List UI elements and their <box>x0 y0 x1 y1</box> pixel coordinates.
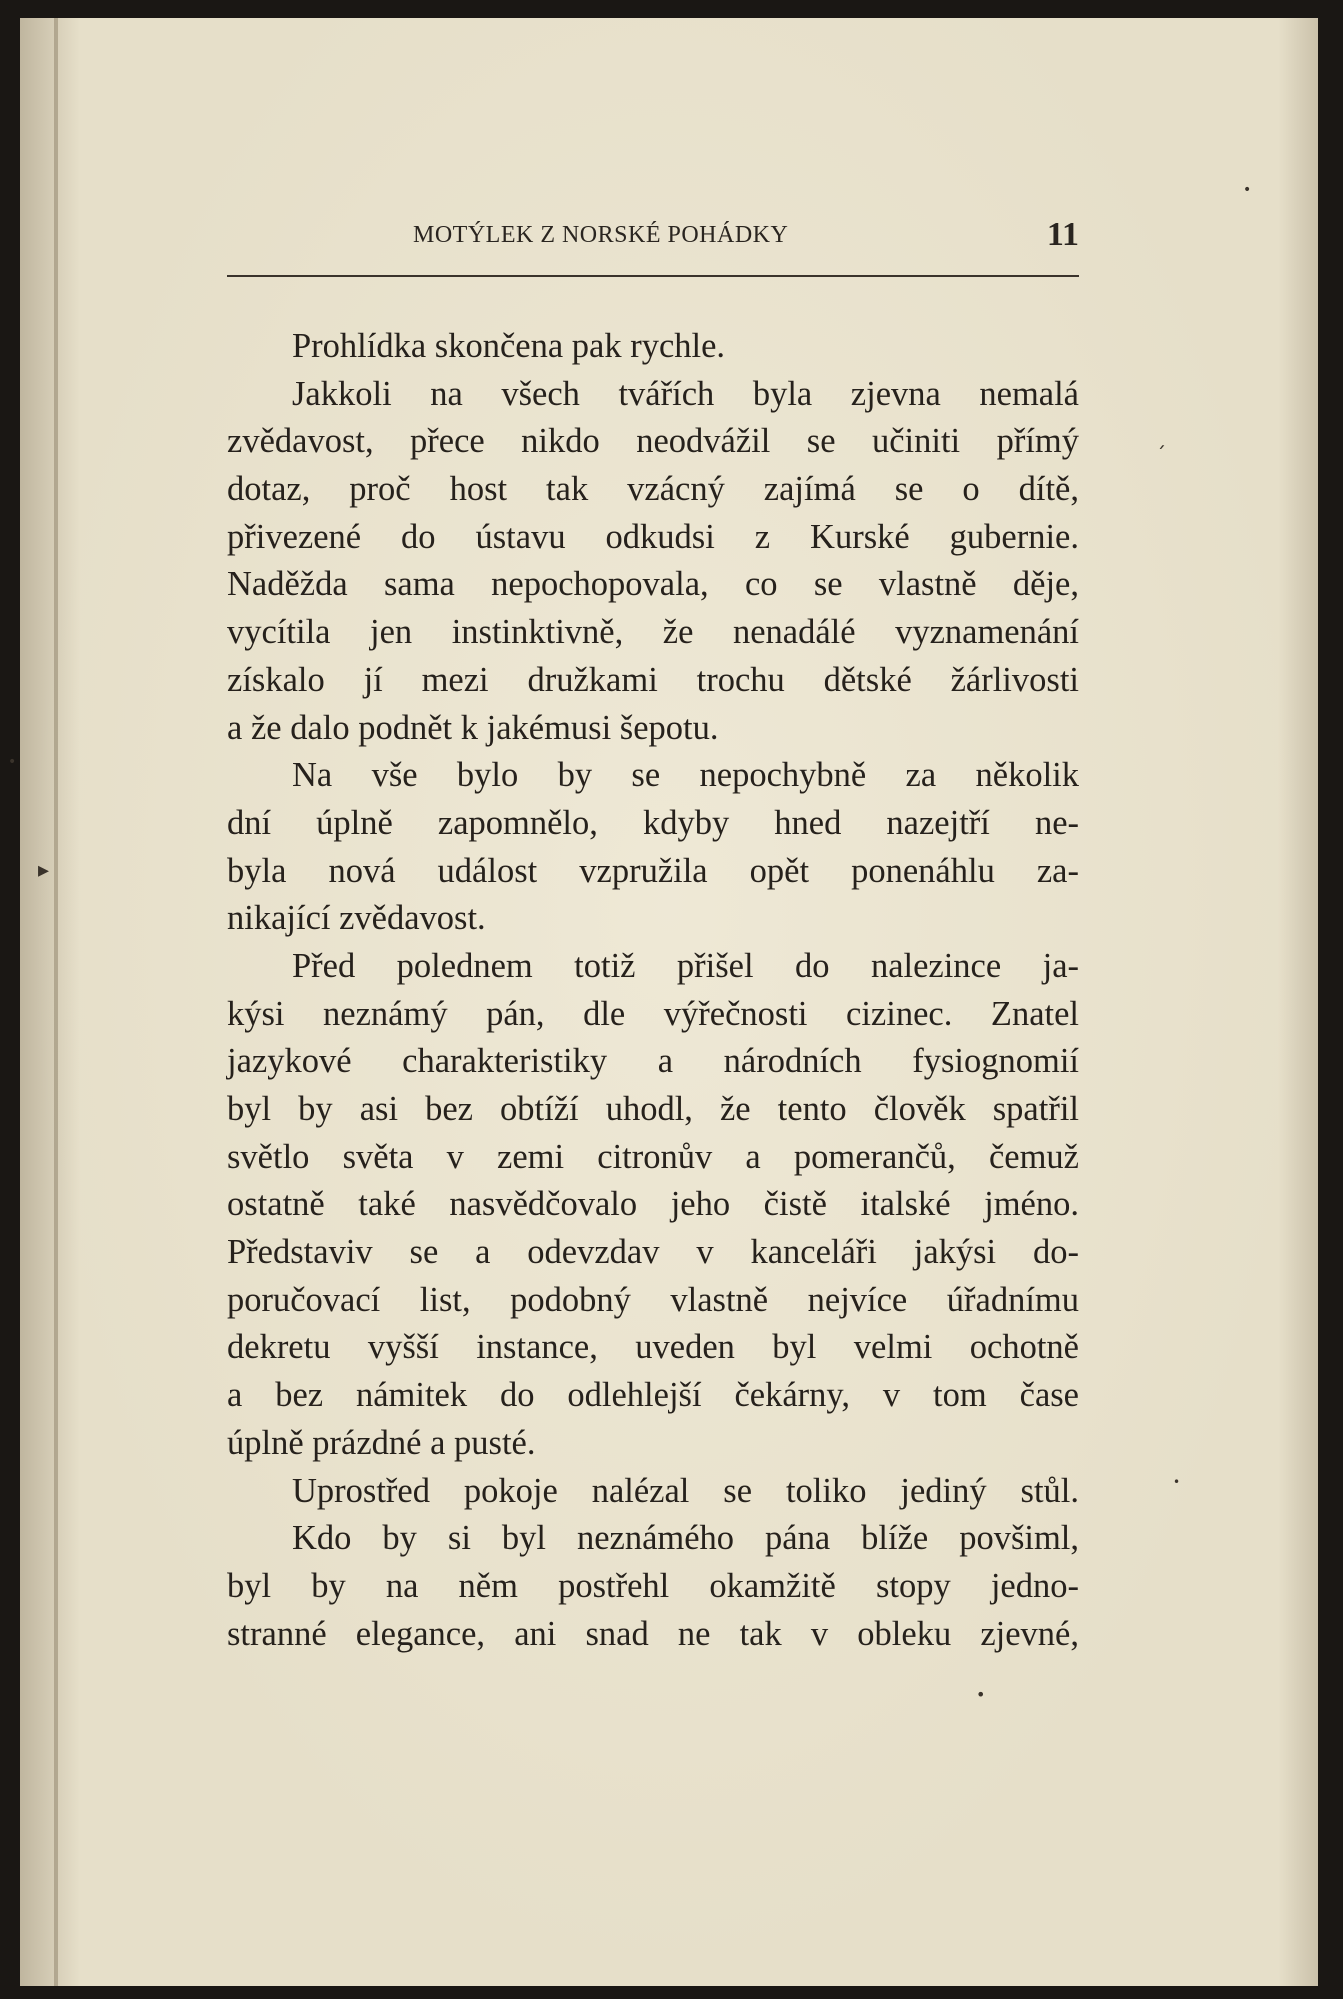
speck-mark: • <box>8 754 17 770</box>
speck-mark: ˏ <box>1156 425 1166 449</box>
text-line: Prohlídka skončena pak rychle. <box>292 327 726 365</box>
header-rule <box>227 275 1079 277</box>
text-line: byla nová událost vzpružila opět ponenáhlu za- <box>227 851 1079 890</box>
text-line: dní úplně zapomnělo, kdyby hned nazejtří ne- <box>227 803 1079 842</box>
page-header <box>227 218 1079 260</box>
text-line: Naděžda sama nepochopovala, co se vlastně děje, <box>227 565 1079 604</box>
text-line: byl by asi bez obtíží uhodl, že tento člověk spatřil <box>227 1090 1079 1128</box>
text-line: stranné elegance, ani snad ne tak v obleku zjevné, <box>227 1614 1079 1653</box>
speck-mark: • <box>1173 1475 1181 1489</box>
text-line: Uprostřed pokoje nalézal se toliko jediný stůl. <box>292 1471 1079 1510</box>
text-line: nikající zvědavost. <box>227 899 486 938</box>
speck-mark: • <box>1243 182 1252 198</box>
text-line: dekretu vyšší instance, uveden byl velmi ochotně <box>227 1328 1079 1367</box>
text-line: ostatně také nasvědčovalo jeho čistě italské jméno. <box>227 1185 1079 1224</box>
body-text <box>227 323 1079 1658</box>
text-line: získalo jí mezi družkami trochu dětské žárlivosti <box>227 660 1079 699</box>
running-title: MOTÝLEK Z NORSKÉ POHÁDKY <box>413 222 789 248</box>
text-line: vycítila jen instinktivně, že nenadálé vyznamenání <box>227 613 1079 652</box>
text-line: poručovací list, podobný vlastně nejvíce úřadnímu <box>227 1280 1079 1319</box>
speck-mark: ▸ <box>38 858 50 883</box>
text-line: světlo světa v zemi citronův a pomerančů, čemuž <box>227 1137 1079 1176</box>
text-line: a že dalo podnět k jakémusi šepotu. <box>227 708 719 747</box>
text-line: Představiv se a odevzdav v kanceláři jakýsi do- <box>227 1233 1079 1272</box>
text-line: Kdo by si byl neznámého pána blíže povšiml, <box>292 1519 1079 1558</box>
text-line: jazykové charakteristiky a národních fysiognomií <box>227 1042 1079 1081</box>
text-line: byl by na něm postřehl okamžitě stopy jedno- <box>227 1566 1079 1605</box>
text-line: dotaz, proč host tak vzácný zajímá se o dítě, <box>227 470 1079 509</box>
text-line: Před polednem totiž přišel do nalezince ja- <box>292 946 1079 985</box>
text-line: kýsi neznámý pán, dle výřečnosti cizinec. Znatel <box>227 994 1079 1033</box>
page-number: 11 <box>1046 216 1079 253</box>
text-line: Na vše bylo by se nepochybně za několik <box>292 756 1079 795</box>
text-line: a bez námitek do odlehlejší čekárny, v tom čase <box>227 1376 1079 1415</box>
speck-mark: • <box>976 1685 986 1704</box>
text-line: zvědavost, přece nikdo neodvážil se učiniti přímý <box>227 422 1079 461</box>
page-gutter <box>54 18 58 1986</box>
text-line: Jakkoli na všech tvářích byla zjevna nemalá <box>292 374 1079 413</box>
text-line: úplně prázdné a pusté. <box>227 1423 536 1462</box>
text-line: přivezené do ústavu odkudsi z Kurské gubernie. <box>227 517 1079 556</box>
